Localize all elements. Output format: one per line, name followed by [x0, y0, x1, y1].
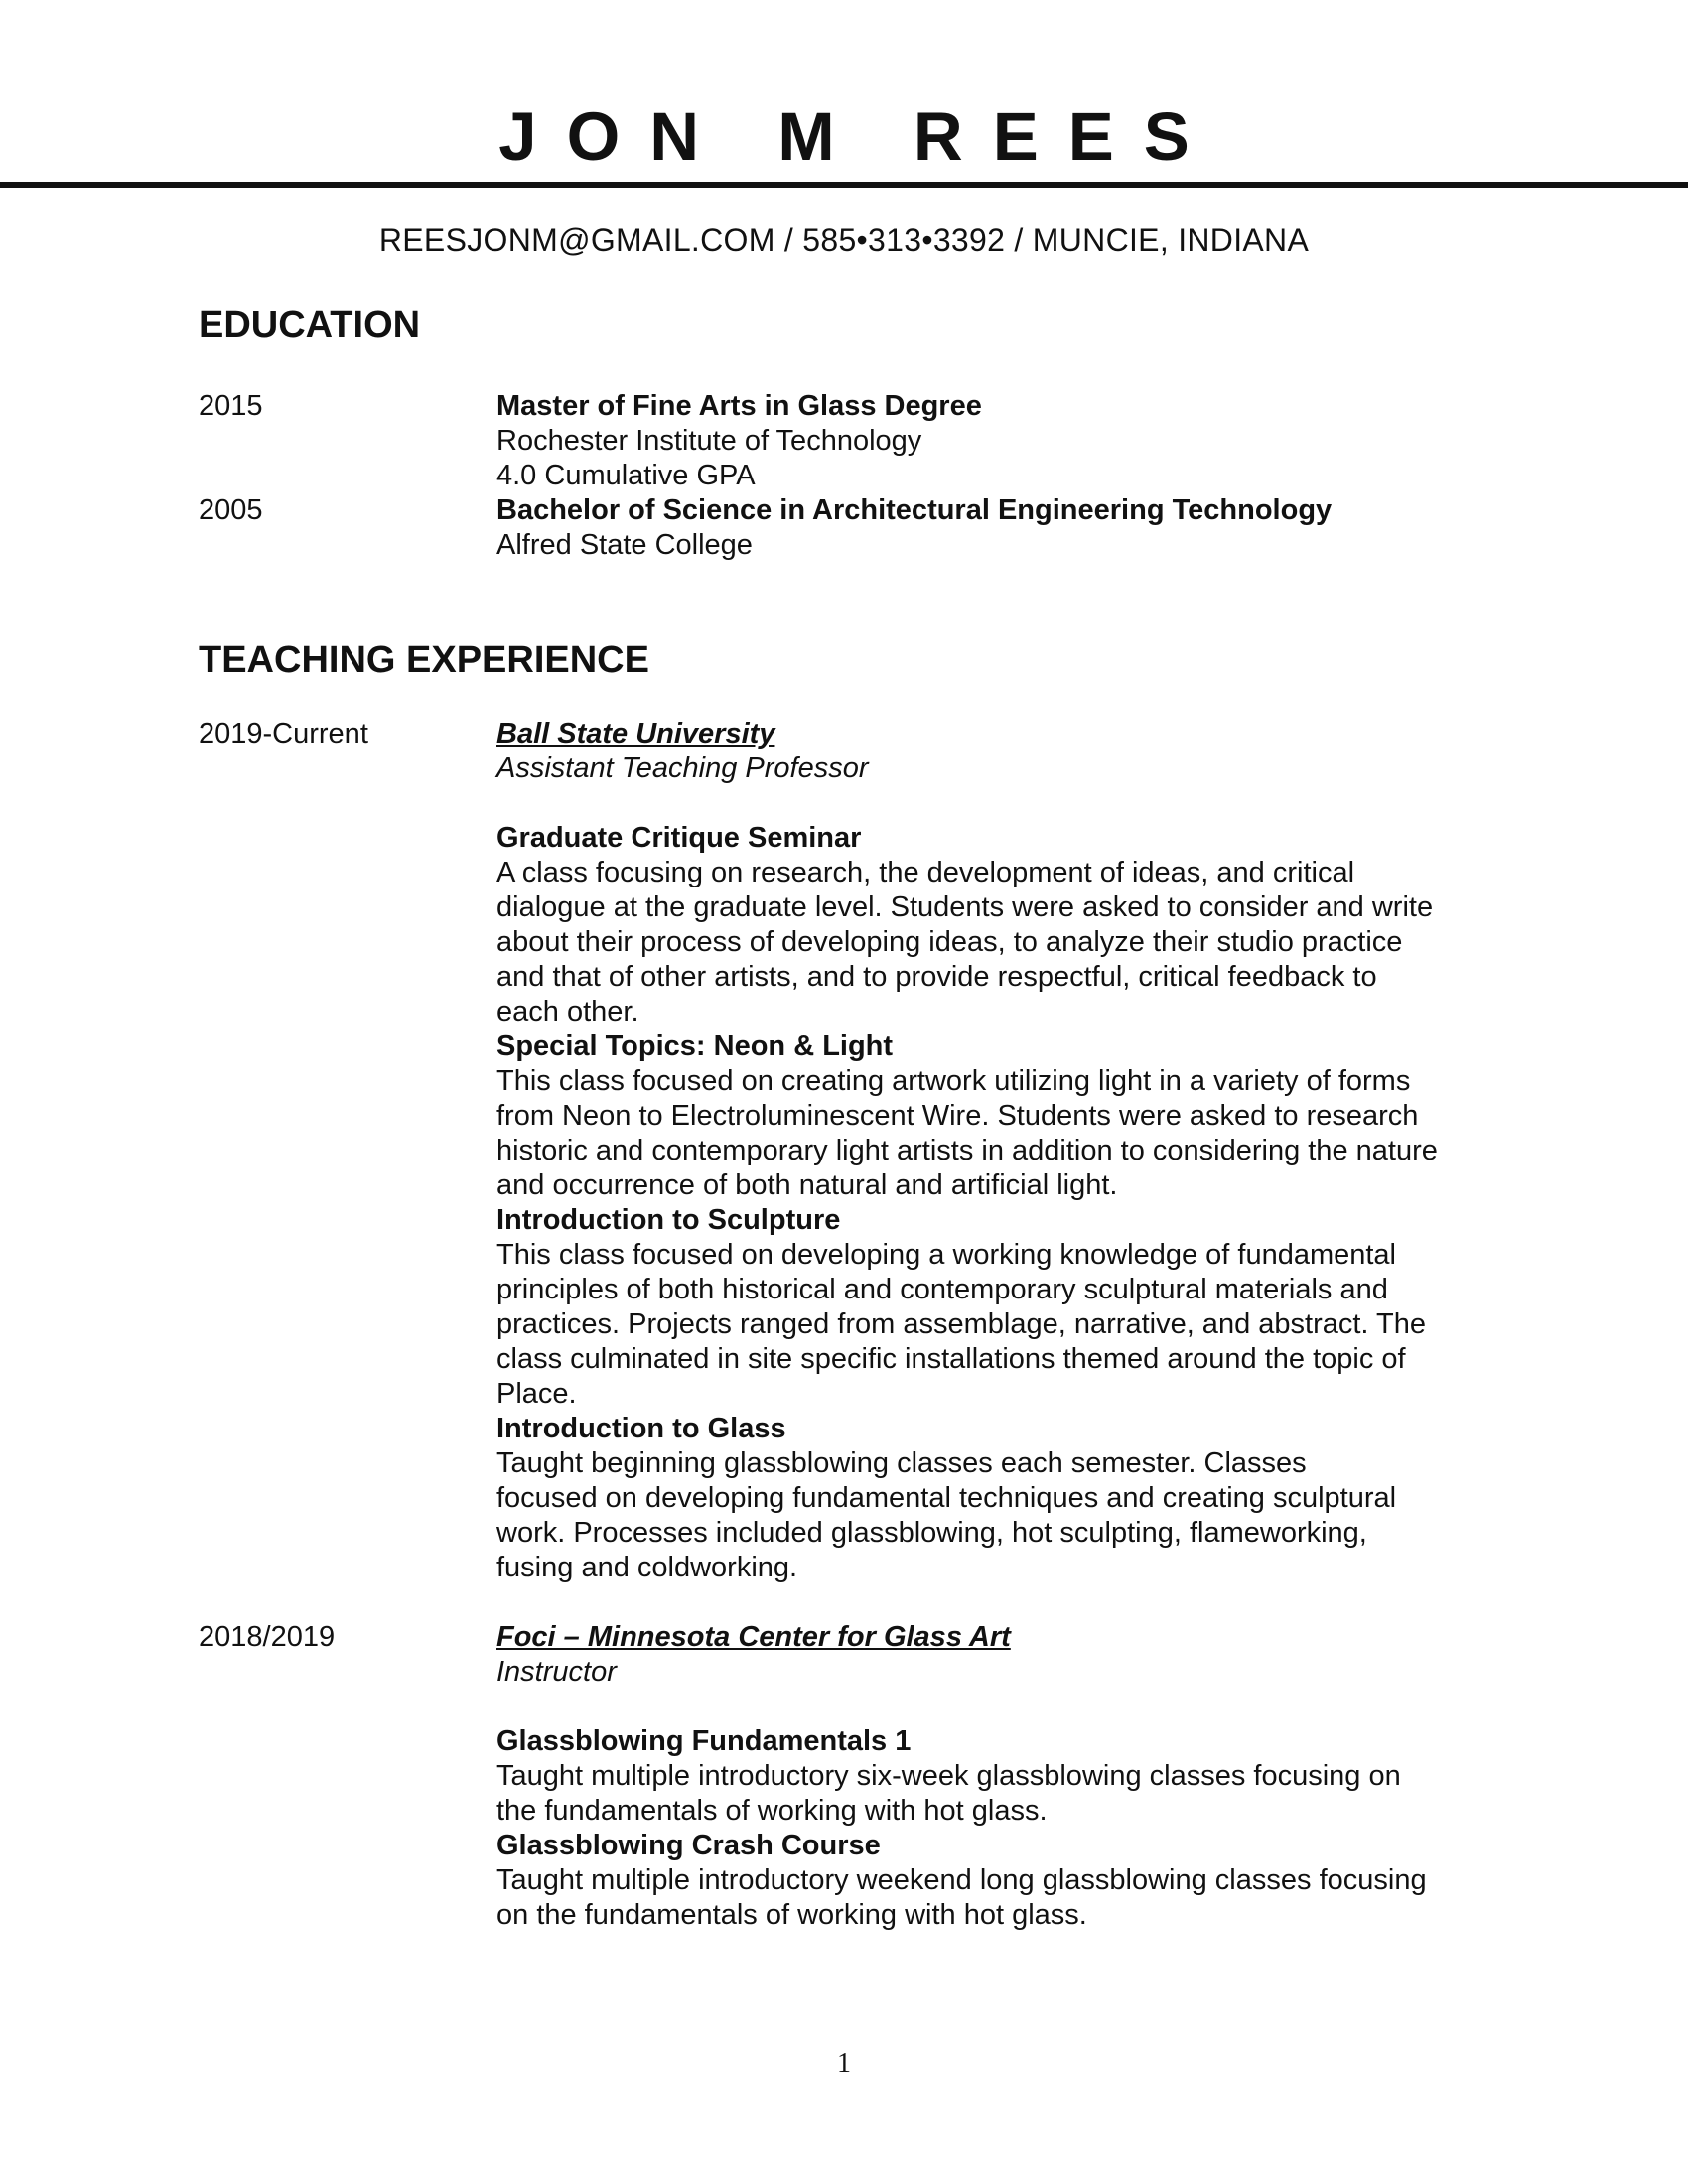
- course-desc-line: principles of both historical and contemporary sculptural materials and: [496, 1274, 1388, 1305]
- course-desc-line: A class focusing on research, the development of ideas, and critical: [496, 857, 1355, 888]
- education-year: 2005: [199, 494, 263, 526]
- course-title: Introduction to Sculpture: [496, 1204, 841, 1236]
- course-title: Special Topics: Neon & Light: [496, 1030, 894, 1062]
- course-desc-line: dialogue at the graduate level. Students were asked to consider and write: [496, 891, 1434, 923]
- course-desc-line: work. Processes included glassblowing, hot sculpting, flameworking,: [496, 1517, 1367, 1549]
- course-desc-line: practices. Projects ranged from assemblage, narrative, and abstract. The: [496, 1308, 1426, 1340]
- course-title: Graduate Critique Seminar: [496, 822, 862, 854]
- course-desc-line: on the fundamentals of working with hot glass.: [496, 1899, 1087, 1931]
- course-desc-line: Taught multiple introductory six-week glassblowing classes focusing on: [496, 1760, 1401, 1792]
- position-dates: 2018/2019: [199, 1621, 336, 1653]
- contact-line: REESJONM@GMAIL.COM / 585•313•3392 / MUNCIE, INDIANA: [378, 222, 1310, 258]
- education-year: 2015: [199, 390, 263, 422]
- course-desc-line: the fundamentals of working with hot glass.: [496, 1795, 1048, 1827]
- school-name: Rochester Institute of Technology: [496, 425, 922, 457]
- course-desc-line: class culminated in site specific installations themed around the topic of: [496, 1343, 1406, 1375]
- organization-name: Foci – Minnesota Center for Glass Art: [496, 1621, 1011, 1653]
- course-desc-line: fusing and coldworking.: [496, 1552, 798, 1583]
- degree-title: Master of Fine Arts in Glass Degree: [496, 390, 982, 422]
- course-desc-line: each other.: [496, 996, 639, 1027]
- teaching-heading: TEACHING EXPERIENCE: [199, 639, 649, 681]
- course-desc-line: focused on developing fundamental techniques and creating sculptural: [496, 1482, 1397, 1514]
- course-desc-line: historic and contemporary light artists in addition to considering the nature: [496, 1135, 1438, 1166]
- course-desc-line: and that of other artists, and to provide respectful, critical feedback to: [496, 961, 1377, 993]
- position-dates: 2019-Current: [199, 718, 368, 750]
- page-number: 1: [837, 2048, 851, 2079]
- school-name: Alfred State College: [496, 529, 753, 561]
- course-desc-line: This class focused on creating artwork utilizing light in a variety of forms: [496, 1065, 1411, 1097]
- course-title: Glassblowing Crash Course: [496, 1830, 881, 1861]
- course-desc-line: about their process of developing ideas, to analyze their studio practice: [496, 926, 1403, 958]
- header-rule: [0, 182, 1688, 188]
- course-desc-line: Taught beginning glassblowing classes each semester. Classes: [496, 1447, 1307, 1479]
- resume-name: JON M REES: [498, 98, 1219, 175]
- position-role: Assistant Teaching Professor: [496, 752, 869, 784]
- course-desc-line: from Neon to Electroluminescent Wire. Students were asked to research: [496, 1100, 1419, 1132]
- education-heading: EDUCATION: [199, 304, 421, 345]
- course-desc-line: Place.: [496, 1378, 577, 1410]
- degree-title: Bachelor of Science in Architectural Engineering Technology: [496, 494, 1333, 526]
- course-desc-line: This class focused on developing a working knowledge of fundamental: [496, 1239, 1396, 1271]
- organization-name: Ball State University: [496, 718, 775, 750]
- course-desc-line: and occurrence of both natural and artificial light.: [496, 1169, 1118, 1201]
- course-title: Glassblowing Fundamentals 1: [496, 1725, 912, 1757]
- gpa-note: 4.0 Cumulative GPA: [496, 460, 756, 491]
- course-desc-line: Taught multiple introductory weekend long glassblowing classes focusing: [496, 1864, 1427, 1896]
- course-title: Introduction to Glass: [496, 1413, 786, 1444]
- position-role: Instructor: [496, 1656, 617, 1688]
